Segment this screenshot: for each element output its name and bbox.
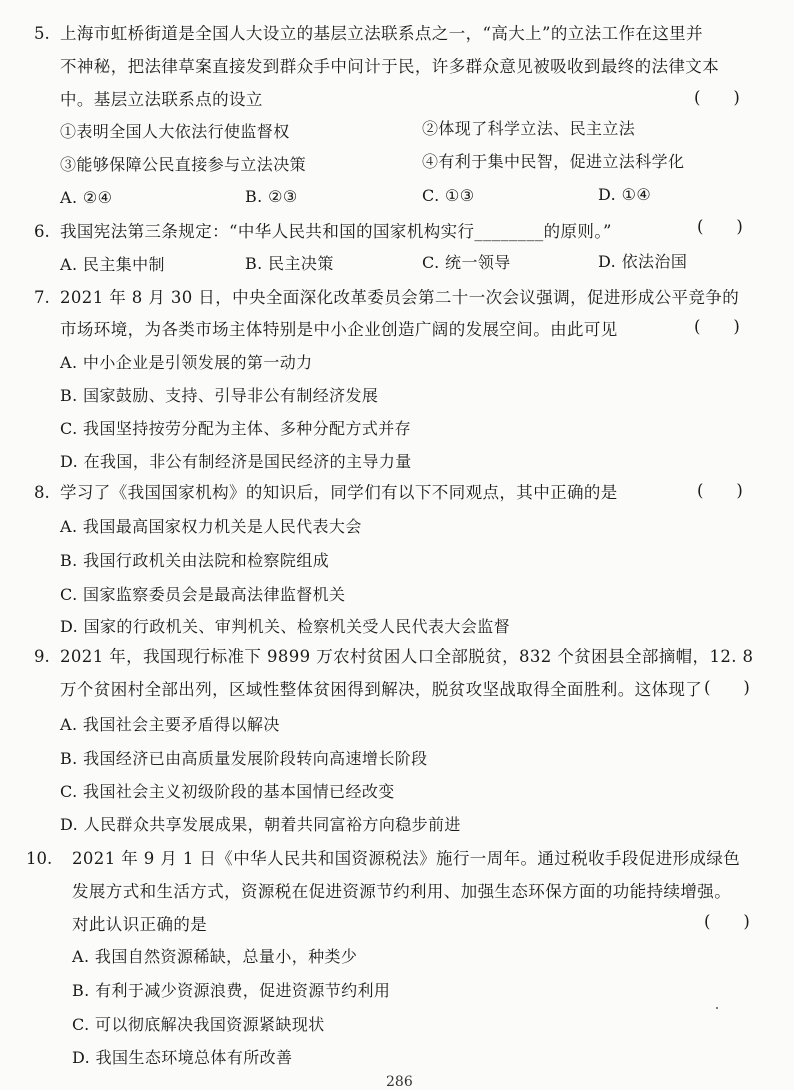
question-number: 9. xyxy=(34,647,50,666)
answer-blank: ( ) xyxy=(697,481,743,500)
answer-option: D. 国家的行政机关、审判机关、检察机关受人民代表大会监督 xyxy=(60,617,511,636)
question-text-line: 中。基层立法联系点的设立 xyxy=(60,90,263,109)
statement-item: ④有利于集中民智，促进立法科学化 xyxy=(422,152,685,171)
answer-option: D. ①④ xyxy=(598,185,652,204)
answer-option: D. 我国生态环境总体有所改善 xyxy=(72,1048,293,1067)
question-text-line: 万个贫困村全部出列，区域性整体贫困得到解决，脱贫攻坚战取得全面胜利。这体现了 xyxy=(60,680,703,699)
answer-option: A. 我国自然资源稀缺，总量小，种类少 xyxy=(72,947,358,966)
answer-option: C. 我国坚持按劳分配为主体、多种分配方式并存 xyxy=(60,419,412,438)
answer-blank: ( ) xyxy=(697,217,743,236)
statement-item: ②体现了科学立法、民主立法 xyxy=(422,119,636,138)
page-number: 286 xyxy=(386,1074,413,1090)
question-text-line: 2021 年 8 月 30 日，中央全面深化改革委员会第二十一次会议强调，促进形成公平竞争的 xyxy=(60,288,740,307)
answer-option: B. 我国行政机关由法院和检察院组成 xyxy=(60,551,330,570)
answer-option: B. 我国经济已由高质量发展阶段转向高速增长阶段 xyxy=(60,749,428,768)
answer-option: D. 依法治国 xyxy=(598,252,688,271)
question-number: 7. xyxy=(34,288,50,307)
statement-item: ③能够保障公民直接参与立法决策 xyxy=(60,155,307,174)
answer-option: B. 民主决策 xyxy=(245,254,334,273)
answer-option: B. 有利于减少资源浪费，促进资源节约利用 xyxy=(72,981,391,1000)
answer-blank: ( ) xyxy=(704,912,750,931)
answer-option: C. ①③ xyxy=(422,186,475,205)
question-text-line: 上海市虹桥街道是全国人大设立的基层立法联系点之一，“高大上”的立法工作在这里并 xyxy=(60,24,703,43)
question-text-line: 市场环境，为各类市场主体特别是中小企业创造广阔的发展空间。由此可见 xyxy=(60,320,618,339)
question-text-line: 2021 年，我国现行标准下 9899 万农村贫困人口全部脱贫，832 个贫困县全部摘帽，12. 8 xyxy=(60,647,754,666)
question-number: 5. xyxy=(34,24,50,43)
answer-option: A. 民主集中制 xyxy=(60,255,165,274)
answer-blank: ( ) xyxy=(694,88,740,107)
answer-option: A. ②④ xyxy=(60,188,113,207)
question-text-line: 我国宪法第三条规定：“中华人民共和国的国家机构实行________的原则。” xyxy=(60,222,612,241)
answer-option: C. 国家监察委员会是最高法律监督机关 xyxy=(60,585,346,604)
question-number: 8. xyxy=(34,483,50,502)
question-text-line: 不神秘，把法律草案直接发到群众手中问计于民，许多群众意见被吸收到最终的法律文本 xyxy=(60,57,720,76)
question-text-line: 对此认识正确的是 xyxy=(72,915,208,934)
question-text-line: 2021 年 9 月 1 日《中华人民共和国资源税法》施行一周年。通过税收手段促进形成绿色 xyxy=(72,849,741,868)
answer-option: D. 人民群众共享发展成果，朝着共同富裕方向稳步前进 xyxy=(60,815,461,834)
answer-blank: ( ) xyxy=(694,317,740,336)
statement-item: ①表明全国人大依法行使监督权 xyxy=(60,122,290,141)
answer-option: D. 在我国，非公有制经济是国民经济的主导力量 xyxy=(60,452,412,471)
answer-blank: ( ) xyxy=(704,678,750,697)
question-text-line: 发展方式和生活方式，资源税在促进资源节约利用、加强生态环保方面的功能持续增强。 xyxy=(72,882,732,901)
answer-option: C. 我国社会主义初级阶段的基本国情已经改变 xyxy=(60,782,395,801)
answer-option: C. 统一领导 xyxy=(422,253,511,272)
answer-option: B. ②③ xyxy=(245,187,298,206)
question-text-line: 学习了《我国国家机构》的知识后，同学们有以下不同观点，其中正确的是 xyxy=(60,483,618,502)
answer-option: A. 我国社会主要矛盾得以解决 xyxy=(60,715,280,734)
answer-option: B. 国家鼓励、支持、引导非公有制经济发展 xyxy=(60,386,379,405)
answer-option: A. 中小企业是引领发展的第一动力 xyxy=(60,353,313,372)
answer-option: C. 可以彻底解决我国资源紧缺现状 xyxy=(72,1015,325,1034)
question-number: 6. xyxy=(34,222,50,241)
question-number: 10. xyxy=(26,849,53,868)
answer-option: A. 我国最高国家权力机关是人民代表大会 xyxy=(60,517,362,536)
scan-speck xyxy=(716,1007,718,1009)
